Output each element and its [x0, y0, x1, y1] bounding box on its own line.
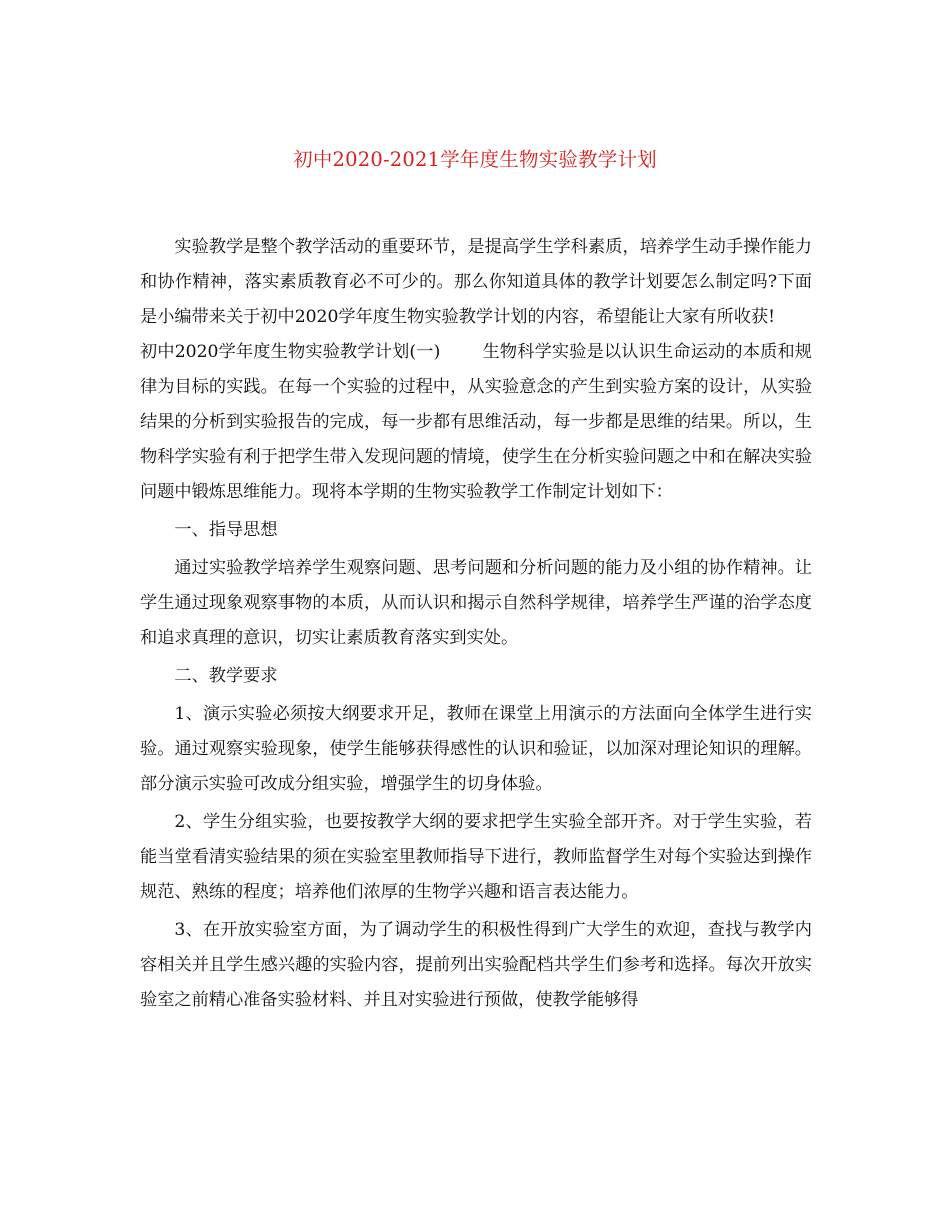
section-lead: 生物科学实验是以认识生命运动的本质和规律为目标的实践。在每一个实验的过程中，从实验意念的产生到实验方案的设计，从实验结果的分析到实验报告的完成，每一步都有思维活动，每一步都是思维的结果。所以，生物科学实验有利于把学生带入发现问题的情境，使学生在分析实验问题之中和在解决实验问题中锻炼思维能力。现将本学期的生物实验教学工作制定计划如下：: [140, 342, 812, 502]
section-paragraph: [140, 335, 812, 510]
requirement-item-1: 1、演示实验必须按大纲要求开足，教师在课堂上用演示的方法面向全体学生进行实验。通过观察实验现象，使学生能够获得感性的认识和验证，以加深对理论知识的理解。部分演示实验可改成分组实验，增强学生的切身体验。: [140, 704, 812, 794]
requirement-item-2: 2、学生分组实验，也要按教学大纲的要求把学生实验全部开齐。对于学生实验，若能当堂看清实验结果的须在实验室里教师指导下进行，教师监督学生对每个实验达到操作规范、熟练的程度；培养他们浓厚的生物学兴趣和语言表达能力。: [140, 812, 812, 902]
heading-teaching-requirements: 二、教学要求: [174, 666, 278, 686]
document-title: 初中2020-2021学年度生物实验教学计划: [293, 148, 657, 171]
requirement-item-3: 3、在开放实验室方面，为了调动学生的积极性得到广大学生的欢迎，查找与教学内容相关并且学生感兴趣的实验内容，提前列出实验配档共学生们参考和选择。每次开放实验室之前精心准备实验材料、并且对实验进行预做，使教学能够得: [140, 920, 812, 1010]
section-heading: 初中2020学年度生物实验教学计划(一): [140, 342, 441, 362]
document-body: [140, 230, 812, 1018]
guiding-thought-paragraph: 通过实验教学培养学生观察问题、思考问题和分析问题的能力及小组的协作精神。让学生通过现象观察事物的本质，从而认识和揭示自然科学规律，培养学生严谨的治学态度和追求真理的意识，切实让素质教育落实到实处。: [140, 558, 812, 648]
heading-guiding-thought: 一、指导思想: [174, 520, 278, 540]
intro-paragraph: 实验教学是整个教学活动的重要环节，是提高学生学科素质，培养学生动手操作能力和协作精神，落实素质教育必不可少的。那么你知道具体的教学计划要怎么制定吗?下面是小编带来关于初中2020学年度生物实验教学计划的内容，希望能让大家有所收获!: [140, 237, 812, 327]
